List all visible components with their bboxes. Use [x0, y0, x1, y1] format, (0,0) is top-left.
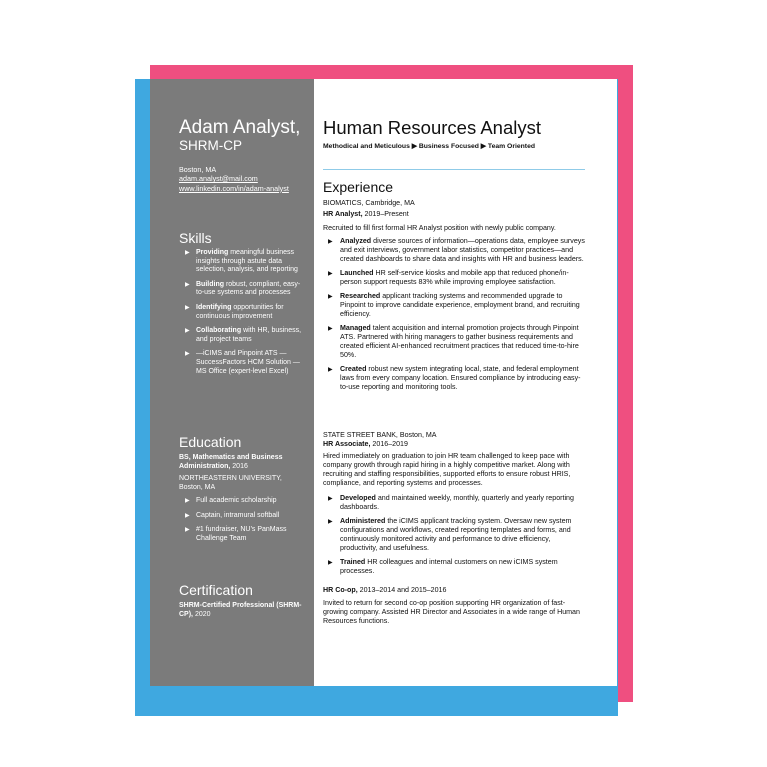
job1-role: HR Analyst, 2019–Present — [323, 210, 409, 218]
linkedin-link[interactable]: www.linkedin.com/in/adam-analyst — [179, 183, 289, 193]
education-list — [185, 497, 307, 549]
skill-item: ▶ —iCIMS and Pinpoint ATS —SuccessFactors HCM Solution —MS Office (expert-level Excel) — [185, 350, 307, 376]
resume-title: Human Resources Analyst — [323, 117, 541, 138]
skill-item: ▶ Providing meaningful business insights through astute data selection, analysis, and reporting — [185, 249, 307, 275]
job1-bullet: ▶ Created robust new system integrating local, state, and federal employment laws from every company location. Ensured compliance by introducing easy-to-use reporting and monitoring tools. — [328, 365, 585, 392]
job2-bullets — [328, 494, 585, 581]
experience-heading: Experience — [323, 179, 394, 195]
job2-company: STATE STREET BANK, Boston, MA — [323, 431, 437, 439]
degree: BS, Mathematics and Business Administration, 2016 — [179, 454, 283, 470]
job2-bullet: ▶ Developed and maintained weekly, monthly, quarterly and yearly reporting dashboards. — [328, 494, 585, 512]
education-item: ▶ Full academic scholarship — [185, 497, 307, 506]
skill-item: ▶ Collaborating with HR, business, and project teams — [185, 327, 307, 344]
job2-role: HR Associate, 2016–2019 — [323, 440, 408, 448]
job1-bullet: ▶ Analyzed diverse sources of information—operations data, employee surveys and exit interviews, government labor statistics, competitor practices—and created dashboards to share data and insights with HR and business leaders. — [328, 237, 585, 264]
tagline: Methodical and Meticulous ▶ Business Focused ▶ Team Oriented — [323, 143, 536, 150]
education-item: ▶ Captain, intramural softball — [185, 512, 307, 521]
education-item: ▶ #1 fundraiser, NU’s PanMass Challenge Team — [185, 526, 307, 543]
job1-bullet: ▶ Researched applicant tracking systems and recommended upgrade to Pinpoint to improve candidate experience, employment brand, and recruiting efficiency. — [328, 292, 585, 319]
skills-heading: Skills — [179, 230, 212, 246]
email-link[interactable]: adam.analyst@mail.com — [179, 174, 258, 184]
job1-bullets — [328, 237, 585, 397]
divider — [323, 169, 585, 170]
contact-block — [179, 165, 307, 193]
school: NORTHEASTERN UNIVERSITY, Boston, MA — [179, 475, 282, 491]
location: Boston, MA — [179, 165, 217, 174]
job3-summary: Invited to return for second co-op position supporting HR organization of fast-growing company. Assisted HR Director and Associates in a wide range of Human Resources functions. — [323, 599, 580, 625]
education-heading: Education — [179, 434, 242, 450]
skill-item: ▶ Identifying opportunities for continuous improvement — [185, 304, 307, 321]
candidate-credential: SHRM-CP — [179, 138, 242, 153]
job1-company: BIOMATICS, Cambridge, MA — [323, 199, 415, 207]
candidate-name: Adam Analyst, — [179, 117, 301, 138]
job3-role: HR Co-op, 2013–2014 and 2015–2016 — [323, 586, 447, 594]
job2-summary: Hired immediately on graduation to join HR team challenged to keep pace with company growth through rapid hiring in a highly competitive market. Along with recruiting and staffing responsibilities, supported efforts to ensure robust HRIS, compliance, and reporting systems and processes. — [323, 452, 571, 487]
job2-bullet: ▶ Trained HR colleagues and internal customers on new iCIMS system processes. — [328, 558, 585, 576]
job1-bullet: ▶ Managed talent acquisition and internal promotion projects through Pinpoint ATS. Partnered with hiring managers to gather business requirements and created efficient AI-enhanced recruitment practices that reduced time-to-hire 50%. — [328, 324, 585, 360]
job1-bullet: ▶ Launched HR self-service kiosks and mobile app that reduced phone/in-person support requests 83% while improving employee satisfaction. — [328, 269, 585, 287]
certification: SHRM-Certified Professional (SHRM-CP), 2020 — [179, 602, 302, 618]
certification-heading: Certification — [179, 582, 253, 598]
job1-summary: Recruited to fill first formal HR Analyst position with newly public company. — [323, 224, 556, 232]
job2-bullet: ▶ Administered the iCIMS applicant tracking system. Oversaw new system configurations and workflows, created reporting templates and forms, and continuously monitored activity and performance to drive efficiency, productivity, and usefulness. — [328, 517, 585, 553]
skills-list — [185, 249, 307, 382]
skill-item: ▶ Building robust, compliant, easy-to-use systems and processes — [185, 281, 307, 298]
